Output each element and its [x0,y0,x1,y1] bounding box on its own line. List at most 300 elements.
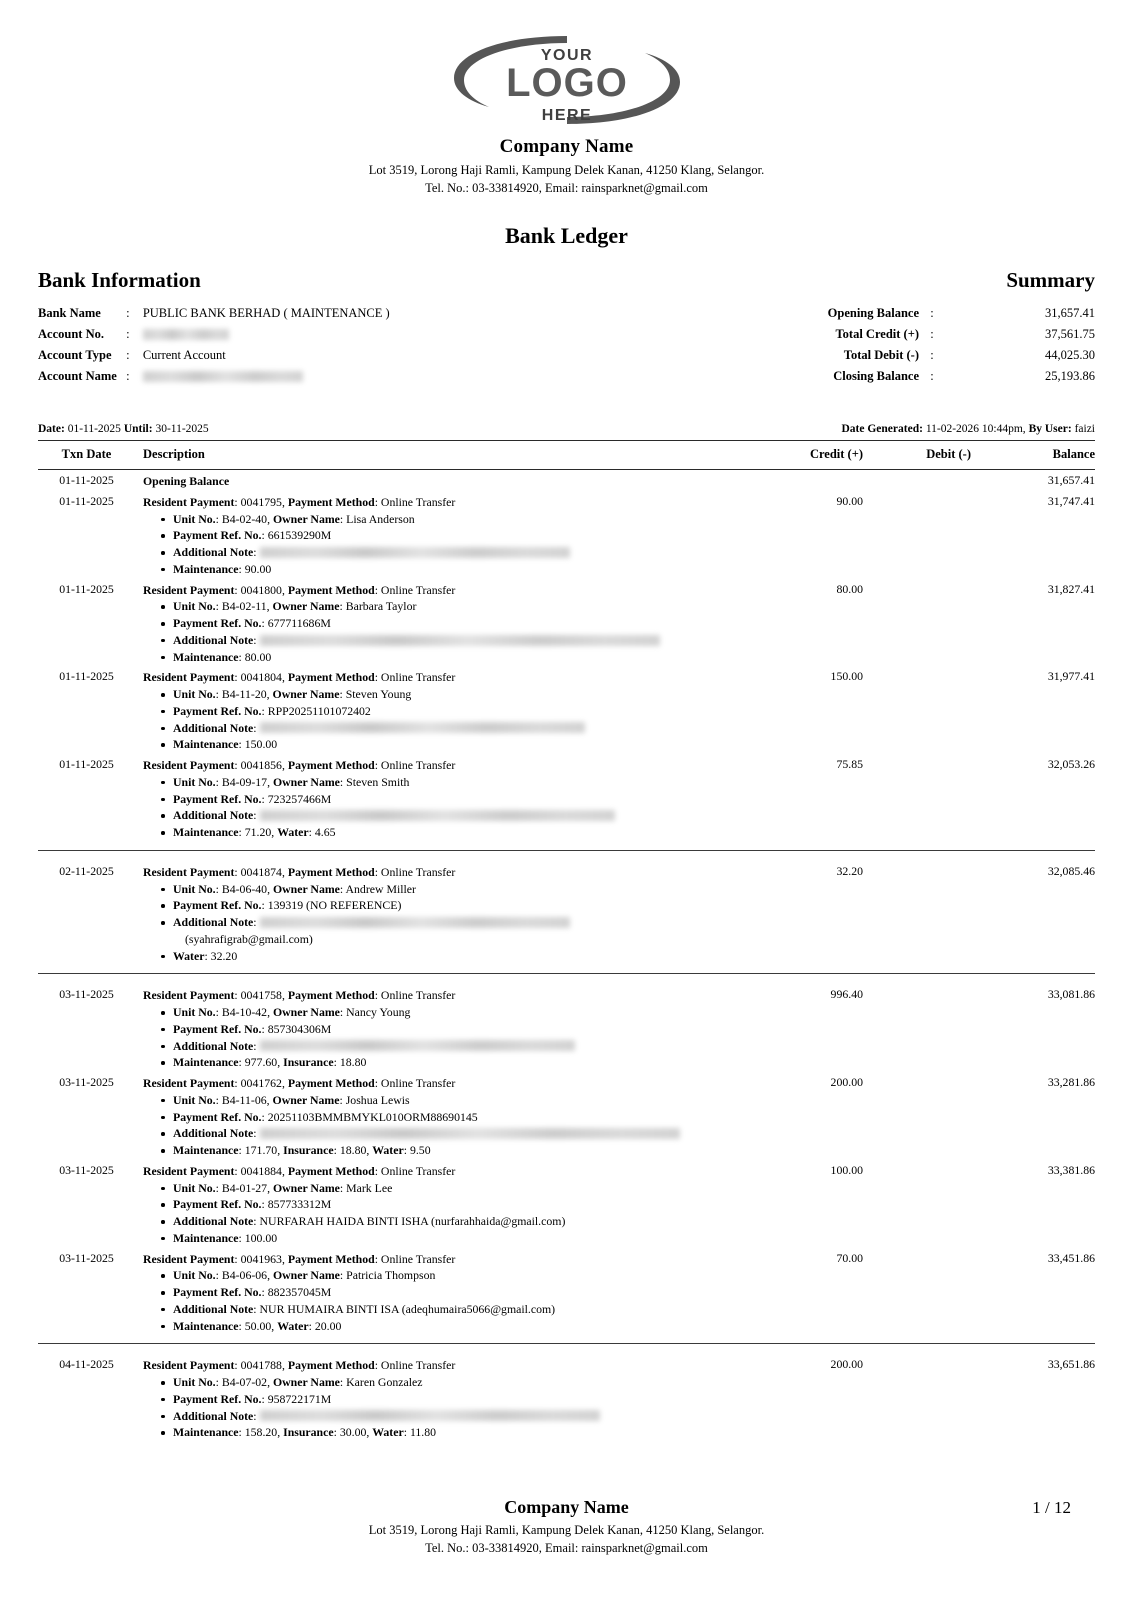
label-additional-note: Additional Note [173,1301,254,1316]
payment-breakdown: Maintenance: 171.70, Insurance: 18.80, Water: 9.50 [173,1143,431,1157]
report-meta-line [38,423,1095,435]
payment-ref: 857304306M [267,1021,332,1036]
row-balance: 33,081.86 [1047,987,1095,1002]
row-debit [873,491,983,579]
row-date: 01-11-2025 [38,754,135,850]
row-debit [873,666,983,754]
list-item: Payment Ref. No.: RPP20251101072402 [161,703,753,720]
unit-no: B4-06-06 [221,1268,268,1283]
row-balance: 31,747.41 [1047,493,1095,508]
row-debit [873,754,983,850]
owner-name: Karen Gonzalez [346,1375,423,1389]
row-date: 04-11-2025 [59,1357,114,1372]
payment-ref: 857733312M [267,1197,332,1212]
label-owner-name: Owner Name [272,774,340,789]
total-debit-value: 44,025.30 [1045,348,1095,362]
bank-information-table [38,303,390,387]
label-unit-no: Unit No. [173,1375,216,1389]
total-debit-label: Total Debit (-) [843,348,919,362]
row-credit: 200.00 [830,1075,863,1089]
payment-method: Online Transfer [380,1251,456,1266]
svg-text:YOUR: YOUR [540,47,593,64]
table-row [38,579,1095,667]
row-date: 01-11-2025 [59,473,114,487]
detail-list [143,1092,753,1159]
list-item: Unit No.: B4-09-17, Owner Name: Steven Smith [161,774,753,791]
label-payment-ref: Payment Ref. No. [173,1197,262,1212]
account-name-label: Account Name [38,369,117,383]
table-row [38,366,390,387]
list-item: Unit No.: B4-06-06, Owner Name: Patricia Thompson [161,1267,753,1284]
row-description: Resident Payment: 0041874, Payment Method: Online Transfer Unit No.: B4-06-40, Owner Name: Andrew Miller Payment Ref. No.: 139319 (NO REFERENCE) Additional Note: (syahrafigrab@gmail.com) Water: 32.20 [135,850,753,974]
date-label: Date: [38,423,65,435]
list-item [161,1424,753,1441]
list-item [161,1142,753,1159]
row-description: Resident Payment: 0041800, Payment Method: Online Transfer Unit No.: B4-02-11, Owner Name: Barbara Taylor Payment Ref. No.: 677711686M Additional Note: Maintenance: 80.00 [135,579,753,667]
row-balance: 31,657.41 [1047,473,1095,487]
column-header-debit: Debit (-) [873,441,983,470]
logo-container [38,28,1095,132]
list-item: Payment Ref. No.: 958722171M [161,1391,753,1408]
owner-name: Steven Smith [346,774,410,789]
list-item: Unit No.: B4-01-27, Owner Name: Mark Lee [161,1180,753,1197]
label-unit-no: Unit No. [173,511,216,526]
redacted-value [143,371,303,382]
list-item: Additional Note: [161,1408,753,1425]
row-credit: 100.00 [830,1162,863,1177]
generated-value: 11-02-2026 10:44pm, [925,423,1026,435]
unit-no: B4-01-27 [221,1180,268,1195]
date-range [38,423,209,435]
owner-name: Mark Lee [346,1180,393,1195]
row-credit: 200.00 [830,1357,863,1372]
list-item: Additional Note: [161,720,753,737]
list-item [161,1230,753,1247]
closing-balance-label: Closing Balance [833,369,919,383]
payment-ref: 661539290M [267,528,332,543]
row-credit: 75.85 [753,754,873,850]
payment-method: Online Transfer [380,1358,456,1373]
label-payment-ref: Payment Ref. No. [173,1285,262,1299]
list-item: Payment Ref. No.: 723257466M [161,791,753,808]
row-description: Resident Payment: 0041758, Payment Method: Online Transfer Unit No.: B4-10-42, Owner Name: Nancy Young Payment Ref. No.: 857304306M Additional Note: Maintenance: 977.60, Insurance: 18.80 [135,974,753,1072]
user-label: By User: [1028,423,1072,435]
label-additional-note: Additional Note [173,545,254,559]
payment-number: 0041795 [240,494,282,509]
separator: : [930,306,934,320]
detail-list [143,1180,753,1247]
company-logo [442,28,692,132]
label-payment-method: Payment Method [287,758,375,772]
payment-breakdown: Maintenance: 150.00 [173,737,278,752]
payment-method: Online Transfer [380,670,456,685]
row-description [135,470,753,491]
row-balance: 33,651.86 [1047,1357,1095,1372]
list-item: Payment Ref. No.: 677711686M [161,615,753,632]
ledger-table [38,440,1095,1442]
label-additional-note: Additional Note [173,720,254,735]
payment-ref: 882357045M [267,1285,332,1299]
label-owner-name: Owner Name [272,1375,340,1389]
company-address: Lot 3519, Lorong Haji Ramli, Kampung Delek Kanan, 41250 Klang, Selangor. [368,163,765,177]
label-additional-note: Additional Note [173,808,254,823]
label-resident-payment: Resident Payment [143,1251,235,1266]
label-resident-payment: Resident Payment [143,864,235,879]
list-item: Unit No.: B4-02-11, Owner Name: Barbara Taylor [161,598,753,615]
redacted-note [260,917,570,928]
label-additional-note: Additional Note [173,632,254,647]
payment-number: 0041762 [240,1076,282,1090]
row-debit [873,1248,983,1344]
table-row [38,470,1095,491]
list-item: Additional Note: [161,544,753,561]
list-item: Additional Note: [161,1125,753,1142]
label-payment-ref: Payment Ref. No. [173,1391,262,1406]
opening-balance-value: 31,657.41 [1045,306,1095,320]
detail-list [143,511,753,578]
date-to: 30-11-2025 [155,423,209,435]
row-debit [873,1344,983,1442]
account-name-value [139,366,390,387]
list-item: Payment Ref. No.: 139319 (NO REFERENCE) [161,897,753,914]
label-resident-payment: Resident Payment [143,1076,235,1090]
label-unit-no: Unit No. [173,881,216,896]
row-credit: 996.40 [830,987,863,1002]
list-item: Payment Ref. No.: 20251103BMMBMYKL010ORM88690145 [161,1109,753,1126]
page-footer [0,1497,1133,1556]
row-debit [873,1072,983,1160]
footer-address: Lot 3519, Lorong Haji Ramli, Kampung Delek Kanan, 41250 Klang, Selangor. [368,1523,765,1537]
list-item: Additional Note: [161,1038,753,1055]
detail-list [143,1267,753,1334]
company-contact: Tel. No.: 03-33814920, Email: rainsparknet@gmail.com [425,181,708,195]
separator: : [126,306,130,320]
list-item: Payment Ref. No.: 661539290M [161,527,753,544]
total-credit-value: 37,561.75 [1045,327,1095,341]
separator: : [126,369,130,383]
list-item: Unit No.: B4-06-40, Owner Name: Andrew Miller [161,881,753,898]
row-balance: 33,381.86 [1047,1162,1095,1177]
list-item: Payment Ref. No.: 857733312M [161,1196,753,1213]
label-unit-no: Unit No. [173,1180,216,1195]
row-date: 02-11-2025 [38,850,135,974]
payment-ref: RPP20251101072402 [267,703,371,718]
unit-no: B4-02-40 [221,511,268,526]
label-owner-name: Owner Name [272,1180,340,1195]
label-payment-method: Payment Method [287,1358,375,1373]
account-no-label: Account No. [38,327,104,341]
bank-information-title: Bank Information [38,268,201,292]
row-debit [873,470,983,491]
label-additional-note: Additional Note [173,915,254,929]
label-payment-ref: Payment Ref. No. [173,616,262,630]
row-credit [753,470,873,491]
label-owner-name: Owner Name [272,1268,340,1283]
label-resident-payment: Resident Payment [143,758,235,772]
payment-method: Online Transfer [380,864,456,879]
label-payment-ref: Payment Ref. No. [173,898,262,913]
label-payment-method: Payment Method [287,494,375,509]
footer-company-name: Company Name [504,1497,629,1517]
row-date: 01-11-2025 [59,493,114,508]
page-title: Bank Ledger [505,223,628,248]
row-balance: 31,977.41 [1047,669,1095,684]
label-owner-name: Owner Name [272,511,340,526]
list-item [161,1054,753,1071]
table-row [38,974,1095,1072]
table-row [38,1160,1095,1248]
owner-name: Andrew Miller [345,881,416,896]
opening-balance-label: Opening Balance [827,306,919,320]
table-row [828,366,1095,387]
table-row [38,345,390,366]
owner-name: Joshua Lewis [345,1092,410,1107]
bank-information-section [38,268,651,387]
label-additional-note: Additional Note [173,1214,254,1228]
payment-ref: 677711686M [267,616,331,630]
column-header-txn-date: Txn Date [38,441,135,470]
detail-list [143,774,753,841]
unit-no: B4-11-06 [221,1092,267,1107]
label-unit-no: Unit No. [173,687,216,701]
table-row [38,666,1095,754]
owner-name: Nancy Young [346,1005,411,1019]
payment-method: Online Transfer [380,1076,456,1090]
payment-method: Online Transfer [380,1163,456,1178]
redacted-note [260,810,615,821]
row-description: Resident Payment: 0041804, Payment Method: Online Transfer Unit No.: B4-11-20, Owner Name: Steven Young Payment Ref. No.: RPP20251101072402 Additional Note: Maintenance: 150.00 [135,666,753,754]
payment-number: 0041788 [240,1358,282,1373]
row-date: 01-11-2025 [59,581,114,596]
row-balance: 33,281.86 [1047,1075,1095,1089]
owner-name: Steven Young [345,687,412,701]
label-resident-payment: Resident Payment [143,670,235,685]
footer-contact: Tel. No.: 03-33814920, Email: rainsparknet@gmail.com [425,1541,708,1555]
label-payment-method: Payment Method [287,1163,375,1178]
payment-breakdown: Maintenance: 158.20, Insurance: 30.00, Water: 11.80 [173,1425,437,1440]
summary-title: Summary [1006,268,1095,292]
payment-method: Online Transfer [380,758,456,772]
payment-breakdown: Maintenance: 100.00 [173,1230,278,1245]
redacted-note [260,635,660,646]
info-summary-row [38,268,1095,387]
row-credit: 80.00 [836,581,863,596]
table-row [38,1344,1095,1442]
row-debit [873,850,983,974]
generated-label: Date Generated: [841,423,923,435]
list-item: Unit No.: B4-10-42, Owner Name: Nancy Young [161,1004,753,1021]
label-resident-payment: Resident Payment [143,1163,235,1178]
label-unit-no: Unit No. [173,1268,216,1283]
row-balance: 32,085.46 [983,850,1095,974]
detail-list [143,598,753,665]
company-name: Company Name [499,136,634,157]
ledger-table-header [38,441,1095,470]
svg-text:HERE: HERE [541,107,592,124]
label-additional-note: Additional Note [173,1408,254,1423]
list-item: Payment Ref. No.: 882357045M [161,1284,753,1301]
label-owner-name: Owner Name [272,881,340,896]
table-row [38,1072,1095,1160]
label-additional-note: Additional Note [173,1038,254,1053]
list-item: Additional Note: NUR HUMAIRA BINTI ISA (adeqhumaira5066@gmail.com) [161,1301,753,1318]
payment-method: Online Transfer [380,582,456,597]
table-row [38,491,1095,579]
label-payment-method: Payment Method [287,864,375,879]
account-type-value: Current Account [142,348,226,362]
bank-name-label: Bank Name [38,306,101,320]
row-date: 03-11-2025 [59,1162,114,1177]
redacted-note [260,1128,680,1139]
closing-balance-value: 25,193.86 [1045,369,1095,383]
detail-list [143,1004,753,1071]
label-payment-method: Payment Method [287,582,375,597]
label-resident-payment: Resident Payment [143,1358,235,1373]
redacted-note [260,1040,575,1051]
list-item [161,736,753,753]
account-type-label: Account Type [38,348,112,362]
list-item: Additional Note: NURFARAH HAIDA BINTI ISHA (nurfarahhaida@gmail.com) [161,1213,753,1230]
list-item [161,948,753,965]
column-header-balance: Balance [983,441,1095,470]
payment-breakdown: Maintenance: 90.00 [173,561,272,576]
list-item [161,824,753,841]
label-unit-no: Unit No. [173,1092,216,1107]
separator: : [126,348,130,362]
label-payment-ref: Payment Ref. No. [173,1109,262,1124]
label-additional-note: Additional Note [173,1126,254,1141]
list-item: Unit No.: B4-11-20, Owner Name: Steven Young [161,686,753,703]
row-date: 03-11-2025 [59,987,114,1002]
label-resident-payment: Resident Payment [143,988,235,1003]
list-item: Additional Note: (syahrafigrab@gmail.com) [161,914,753,948]
total-credit-label: Total Credit (+) [835,327,919,341]
label-payment-method: Payment Method [287,670,375,685]
payment-breakdown: Maintenance: 50.00, Water: 20.00 [173,1318,342,1333]
label-owner-name: Owner Name [272,1092,340,1107]
row-description: Resident Payment: 0041762, Payment Method: Online Transfer Unit No.: B4-11-06, Owner Name: Joshua Lewis Payment Ref. No.: 20251103BMMBMYKL010ORM88690145 Additional Note: Maintenance: 171.70, Insurance: 18.80, Water: 9.50 [135,1072,753,1160]
additional-note: NUR HUMAIRA BINTI ISA (adeqhumaira5066@gmail.com) [259,1301,556,1316]
column-header-description: Description [135,441,753,470]
separator: : [930,348,934,362]
label-payment-ref: Payment Ref. No. [173,528,262,543]
payment-number: 0041963 [240,1251,282,1266]
redacted-note [260,722,585,733]
list-item [161,649,753,666]
list-item: Unit No.: B4-02-40, Owner Name: Lisa Anderson [161,511,753,528]
row-description: Resident Payment: 0041795, Payment Method: Online Transfer Unit No.: B4-02-40, Owner Name: Lisa Anderson Payment Ref. No.: 661539290M Additional Note: Maintenance: 90.00 [135,491,753,579]
user-value: faizi [1074,423,1095,435]
payment-breakdown: Water: 32.20 [173,948,238,963]
list-item: Payment Ref. No.: 857304306M [161,1021,753,1038]
payment-method: Online Transfer [380,494,456,509]
bank-name-value: PUBLIC BANK BERHAD ( MAINTENANCE ) [142,306,390,320]
redacted-value [143,329,229,340]
page-number: 1 / 12 [1032,1498,1071,1517]
payment-number: 0041884 [240,1163,282,1178]
payment-ref: 958722171M [267,1391,332,1406]
row-date: 03-11-2025 [59,1075,114,1089]
logo-graphic [442,28,692,132]
payment-ref: 723257466M [267,791,332,806]
payment-breakdown: Maintenance: 977.60, Insurance: 18.80 [173,1055,367,1070]
detail-list [143,881,753,965]
label-payment-ref: Payment Ref. No. [173,791,262,806]
unit-no: B4-10-42 [221,1005,268,1019]
table-row [38,754,1095,850]
row-balance: 31,827.41 [1047,581,1095,596]
label-payment-method: Payment Method [287,988,375,1003]
row-credit: 32.20 [753,850,873,974]
separator: : [930,327,934,341]
label-payment-ref: Payment Ref. No. [173,1021,262,1036]
svg-text:LOGO: LOGO [505,61,628,105]
payment-method: Online Transfer [380,988,456,1003]
table-row [828,303,1095,324]
unit-no: B4-07-02 [221,1375,268,1389]
label-unit-no: Unit No. [173,1005,216,1019]
row-debit [873,1160,983,1248]
payment-breakdown: Maintenance: 80.00 [173,649,272,664]
row-credit: 150.00 [830,669,863,684]
row-date: 01-11-2025 [59,669,114,684]
owner-name: Barbara Taylor [345,599,417,614]
payment-ref: 139319 (NO REFERENCE) [267,898,402,913]
payment-ref: 20251103BMMBMYKL010ORM88690145 [267,1109,478,1124]
opening-balance-text: Opening Balance [143,474,230,488]
row-debit [873,974,983,1072]
label-payment-ref: Payment Ref. No. [173,703,262,718]
separator: : [930,369,934,383]
row-description: Resident Payment: 0041884, Payment Method: Online Transfer Unit No.: B4-01-27, Owner Name: Mark Lee Payment Ref. No.: 857733312M Additional Note: NURFARAH HAIDA BINTI ISHA (nurfarahhaida@gmail.com) Maintenance: 100.00 [135,1160,753,1248]
summary-section [672,268,1095,387]
row-credit: 70.00 [753,1248,873,1344]
payment-number: 0041856 [240,758,282,772]
payment-number: 0041800 [240,582,282,597]
detail-list [143,1374,753,1441]
list-item: Unit No.: B4-11-06, Owner Name: Joshua Lewis [161,1092,753,1109]
redacted-note [260,547,570,558]
redacted-note [260,1410,600,1421]
label-owner-name: Owner Name [272,687,340,701]
additional-note: NURFARAH HAIDA BINTI ISHA (nurfarahhaida@gmail.com) [259,1214,566,1228]
table-row [38,850,1095,974]
column-header-credit: Credit (+) [753,441,873,470]
table-row [38,303,390,324]
label-payment-method: Payment Method [287,1076,375,1090]
owner-name: Patricia Thompson [346,1268,436,1283]
payment-number: 0041874 [240,864,282,879]
row-description: Resident Payment: 0041788, Payment Method: Online Transfer Unit No.: B4-07-02, Owner Name: Karen Gonzalez Payment Ref. No.: 958722171M Additional Note: Maintenance: 158.20, Insurance: 30.00, Water: 11.80 [135,1344,753,1442]
note-continuation: (syahrafigrab@gmail.com) [185,931,313,946]
date-from: 01-11-2025 [67,423,121,435]
account-no-value [139,324,390,345]
company-header [38,136,1095,196]
row-balance: 32,053.26 [983,754,1095,850]
list-item [161,561,753,578]
payment-number: 0041758 [240,988,282,1003]
ledger-table-body [38,470,1095,1443]
until-label: Until: [123,423,153,435]
label-resident-payment: Resident Payment [143,582,235,597]
unit-no: B4-02-11 [221,599,267,614]
table-row [828,324,1095,345]
label-unit-no: Unit No. [173,599,216,614]
unit-no: B4-11-20 [221,687,267,701]
payment-breakdown: Maintenance: 71.20, Water: 4.65 [173,825,336,839]
generation-info [842,423,1096,435]
unit-no: B4-09-17 [221,774,268,789]
